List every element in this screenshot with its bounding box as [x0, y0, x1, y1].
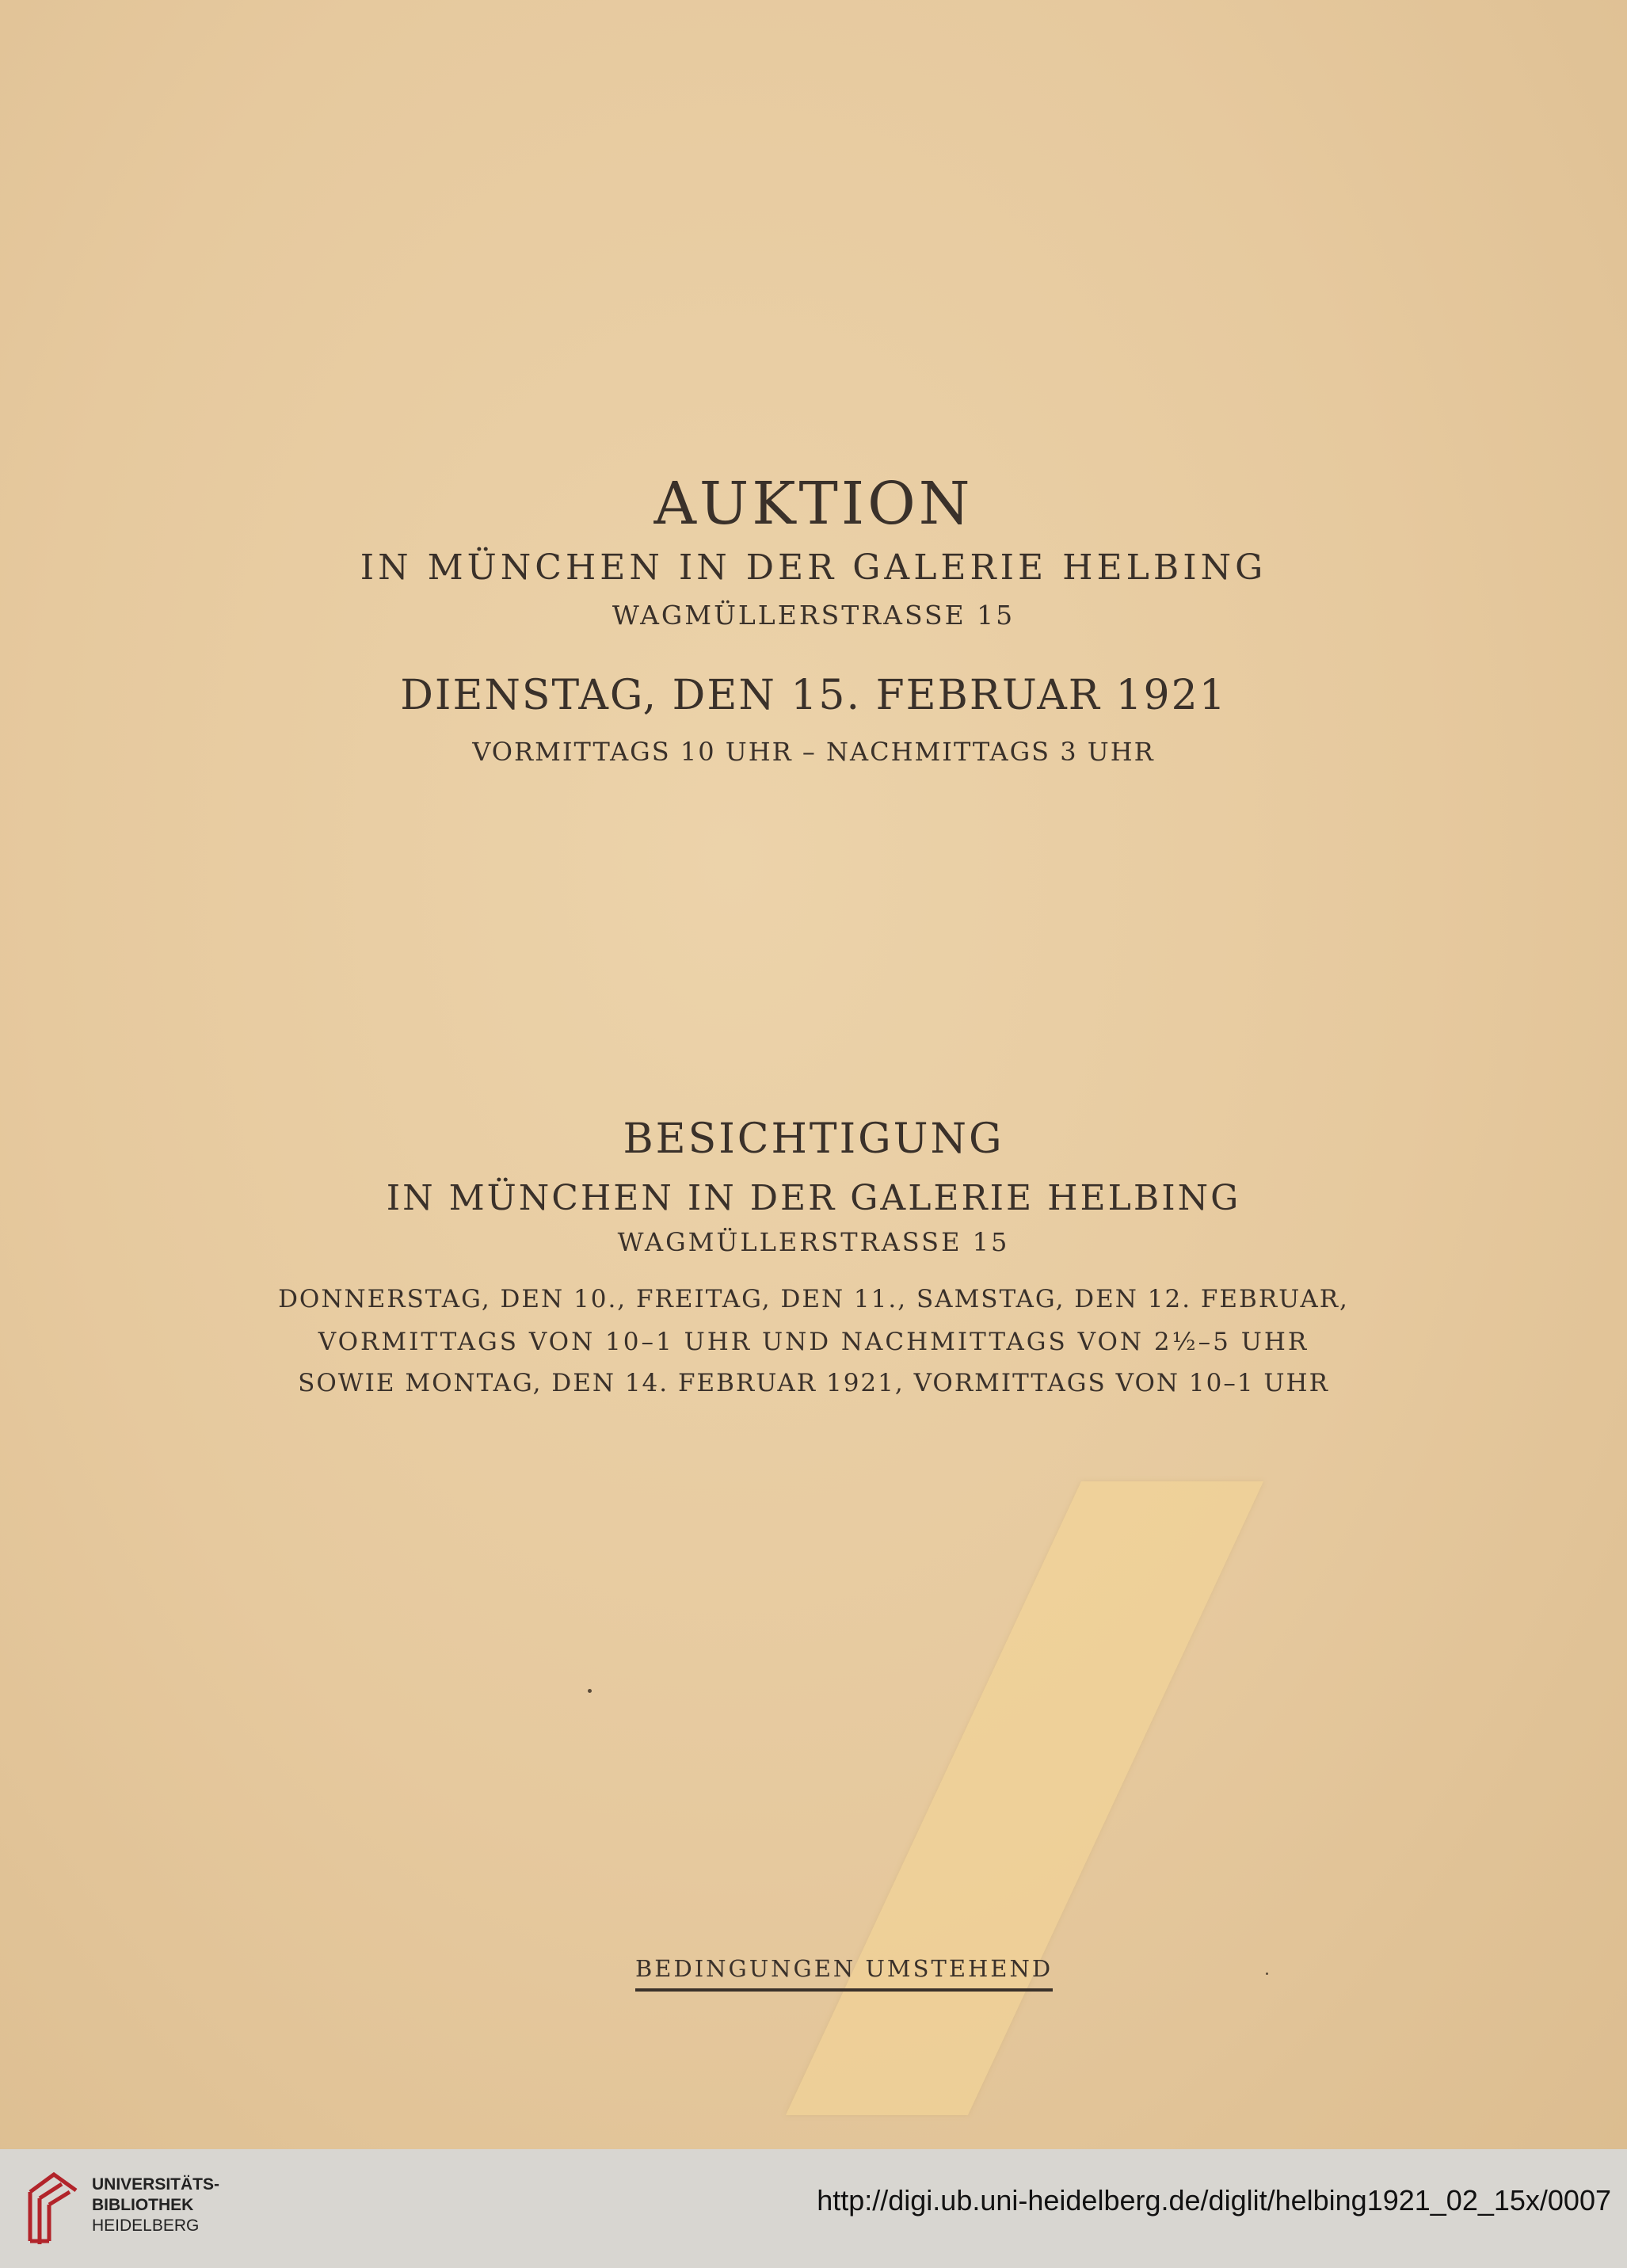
viewing-dates-line: DONNERSTAG, DEN 10., FREITAG, DEN 11., SAMSTAG, DEN 12. FEBRUAR, — [278, 1285, 1349, 1313]
library-name-line: BIBLIOTHEK — [92, 2196, 194, 2214]
auction-date: DIENSTAG, DEN 15. FEBRUAR 1921 — [400, 672, 1227, 719]
conditions-note: BEDINGUNGEN UMSTEHEND — [635, 1955, 1053, 1992]
viewing-monday-line: SOWIE MONTAG, DEN 14. FEBRUAR 1921, VORMITTAGS VON 10–1 UHR — [298, 1369, 1329, 1397]
auction-times: VORMITTAGS 10 UHR – NACHMITTAGS 3 UHR — [472, 737, 1155, 767]
library-name — [92, 2175, 219, 2236]
viewing-title: BESICHTIGUNG — [623, 1115, 1004, 1163]
permalink-url[interactable]: http://digi.ub.uni-heidelberg.de/diglit/helbing1921_02_15x/0007 — [817, 2184, 1611, 2217]
heidelberg-library-logo-icon — [24, 2168, 82, 2247]
viewing-location: IN MÜNCHEN IN DER GALERIE HELBING — [386, 1178, 1241, 1218]
footer-bar — [0, 2149, 1627, 2268]
auction-location: IN MÜNCHEN IN DER GALERIE HELBING — [360, 547, 1267, 588]
library-name-line: UNIVERSITÄTS- — [92, 2175, 220, 2194]
paper-speck — [588, 1689, 592, 1693]
viewing-street: WAGMÜLLERSTRASSE 15 — [617, 1227, 1010, 1257]
auction-title: AUKTION — [653, 470, 974, 538]
viewing-hours-line: VORMITTAGS VON 10–1 UHR UND NACHMITTAGS VON 2½–5 UHR — [318, 1328, 1309, 1356]
paper-speck — [1266, 1973, 1268, 1975]
tape-strip — [786, 1481, 1263, 2115]
library-name-line: HEIDELBERG — [92, 2217, 200, 2235]
auction-street: WAGMÜLLERSTRASSE 15 — [612, 600, 1015, 631]
